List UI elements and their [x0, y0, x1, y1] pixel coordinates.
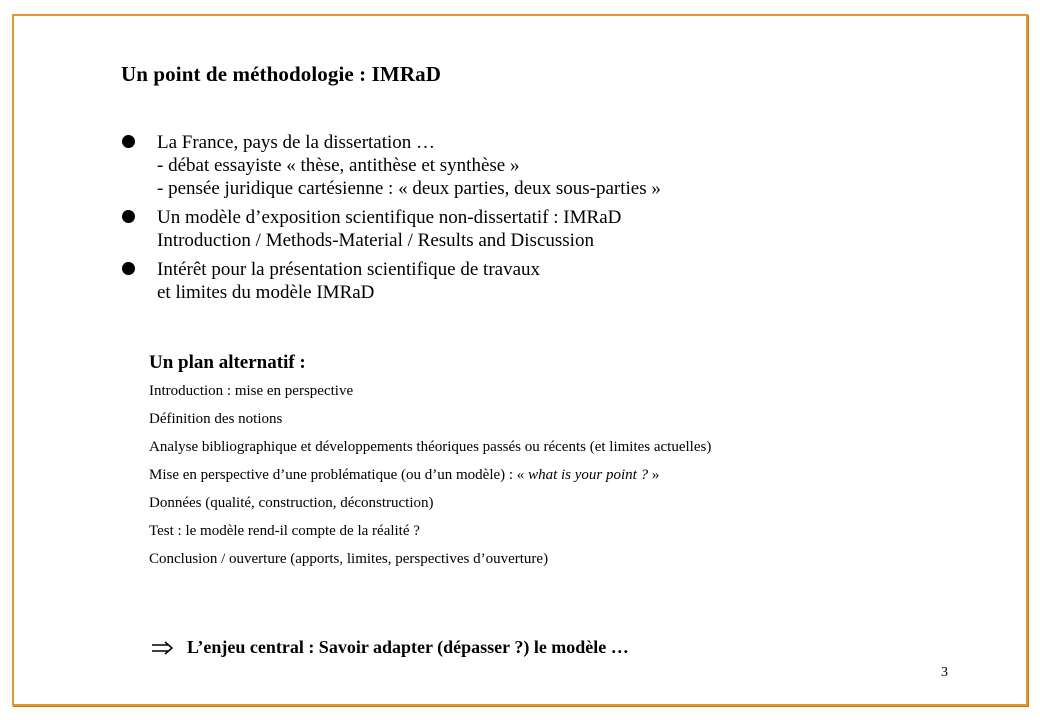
bullet-dot-icon — [122, 210, 135, 223]
page-number: 3 — [941, 665, 948, 680]
plan-item: Test : le modèle rend-il compte de la réalité ? — [149, 523, 420, 539]
bullet-item — [122, 131, 942, 200]
bullet-item — [122, 258, 942, 304]
bullet-line: - débat essayiste « thèse, antithèse et synthèse » — [157, 155, 520, 176]
bullet-item — [122, 206, 942, 252]
bullet-line: Un modèle d’exposition scientifique non-dissertatif : IMRaD — [157, 207, 622, 228]
conclusion — [152, 637, 629, 658]
plan-item: Conclusion / ouverture (apports, limites, perspectives d’ouverture) — [149, 551, 549, 567]
bullet-dot-icon — [122, 135, 135, 148]
plan-item: Analyse bibliographique et développements théoriques passés ou récents (et limites actuelles) — [149, 439, 712, 455]
plan-item: Introduction : mise en perspective — [149, 383, 354, 399]
plan-item — [149, 465, 879, 485]
bullet-dot-icon — [122, 262, 135, 275]
alternative-plan — [149, 351, 879, 577]
conclusion-text: L’enjeu central : Savoir adapter (dépasser ?) le modèle … — [187, 637, 629, 657]
bullet-line: La France, pays de la dissertation … — [157, 132, 436, 153]
bullet-line: et limites du modèle IMRaD — [157, 282, 375, 303]
bullet-line: Intérêt pour la présentation scientifique de travaux — [157, 259, 541, 280]
bullet-text — [157, 258, 540, 304]
plan-item-emphasis: what is your point ? — [528, 467, 649, 483]
plan-item-suffix: » — [648, 467, 660, 483]
implies-arrow-icon — [152, 641, 174, 655]
slide-title: Un point de méthodologie : IMRaD — [121, 62, 441, 86]
bullet-text — [157, 131, 661, 200]
bullet-list — [122, 131, 942, 310]
plan-item: Définition des notions — [149, 411, 283, 427]
bullet-text — [157, 206, 621, 252]
plan-item-prefix: Mise en perspective d’une problématique (ou d’un modèle) : « — [149, 467, 529, 483]
plan-heading: Un plan alternatif : — [149, 352, 306, 373]
bullet-line: - pensée juridique cartésienne : « deux parties, deux sous-parties » — [157, 178, 661, 199]
plan-item: Données (qualité, construction, déconstruction) — [149, 495, 434, 511]
bullet-line: Introduction / Methods-Material / Results and Discussion — [157, 230, 594, 251]
